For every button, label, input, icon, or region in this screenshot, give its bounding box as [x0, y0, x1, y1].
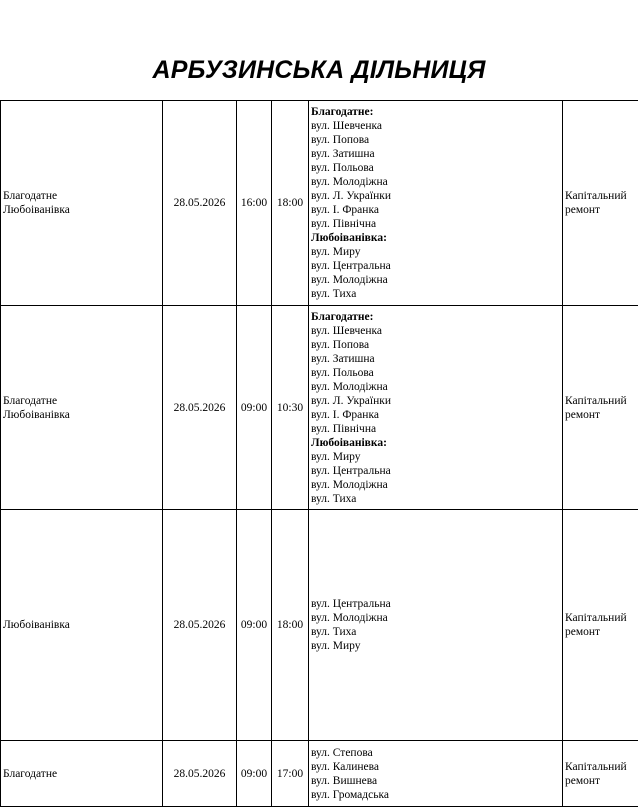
work-type-text: ремонт [565, 408, 601, 421]
street-name: вул. Громадська [311, 788, 389, 801]
time-to-cell: 18:00 [272, 101, 309, 306]
street-name: вул. Молодіжна [311, 176, 388, 188]
street-name: вул. Миру [311, 450, 361, 463]
streets-cell [309, 510, 563, 741]
street-name: вул. Польова [311, 366, 374, 379]
street-name: вул. Калинева [311, 760, 380, 773]
street-name: вул. Молодіжна [311, 478, 388, 491]
work-type-text: Капітальний [565, 760, 627, 773]
date-cell: 28.05.2026 [163, 510, 237, 741]
date-cell: 28.05.2026 [163, 101, 237, 306]
street-name: вул. Молодіжна [311, 380, 388, 393]
street-name: вул. Тиха [311, 492, 357, 505]
date-cell: 28.05.2026 [163, 741, 237, 807]
work-type-cell [563, 741, 638, 807]
settlement-cell [1, 101, 163, 306]
settlement-name: Любоіванівка [3, 619, 70, 631]
street-name: вул. І. Франка [311, 408, 379, 421]
street-name: вул. Миру [311, 640, 361, 652]
street-name: вул. Північна [311, 218, 377, 230]
street-name: вул. Степова [311, 746, 373, 759]
work-type-cell [563, 101, 638, 306]
time-from-cell: 16:00 [237, 101, 272, 306]
schedule-row [1, 306, 638, 510]
street-name: вул. Затишна [311, 352, 375, 365]
street-name: вул. Молодіжна [311, 274, 388, 286]
time-to-cell: 10:30 [272, 306, 309, 510]
streets-cell [309, 101, 563, 306]
street-name: вул. Центральна [311, 260, 391, 272]
street-name: вул. Вишнева [311, 774, 378, 787]
time-to-cell: 18:00 [272, 510, 309, 741]
time-from-cell: 09:00 [237, 741, 272, 807]
street-name: вул. Л. Українки [311, 190, 391, 202]
street-group-heading: Любоіванівка: [311, 232, 387, 244]
street-name: вул. Миру [311, 246, 361, 258]
work-type-text: ремонт [565, 626, 601, 638]
outage-schedule-table [0, 100, 638, 807]
street-group-heading: Благодатне: [311, 310, 374, 323]
work-type-text: ремонт [565, 204, 601, 216]
settlement-name: Любоіванівка [3, 408, 70, 421]
settlement-cell [1, 306, 163, 510]
street-name: вул. Затишна [311, 148, 375, 160]
street-name: вул. Шевченка [311, 120, 383, 132]
schedule-body [1, 101, 638, 807]
work-type-text: Капітальний [565, 394, 627, 407]
settlement-name: Благодатне [3, 767, 58, 780]
work-type-text: Капітальний [565, 190, 627, 202]
settlement-cell [1, 741, 163, 807]
streets-cell [309, 741, 563, 807]
street-name: вул. І. Франка [311, 204, 379, 216]
schedule-row [1, 741, 638, 807]
work-type-cell [563, 306, 638, 510]
streets-cell [309, 306, 563, 510]
street-group-heading: Любоіванівка: [311, 436, 387, 449]
schedule-row [1, 101, 638, 306]
street-name: вул. Північна [311, 422, 377, 435]
time-from-cell: 09:00 [237, 306, 272, 510]
work-type-text: ремонт [565, 774, 601, 787]
settlement-name: Благодатне [3, 190, 58, 202]
street-name: вул. Польова [311, 162, 374, 174]
street-group-heading: Благодатне: [311, 106, 374, 118]
settlement-name: Благодатне [3, 394, 58, 407]
street-name: вул. Центральна [311, 464, 391, 477]
schedule-row [1, 510, 638, 741]
settlement-cell [1, 510, 163, 741]
work-type-text: Капітальний [565, 612, 627, 624]
date-cell: 28.05.2026 [163, 306, 237, 510]
street-name: вул. Тиха [311, 626, 357, 638]
time-from-cell: 09:00 [237, 510, 272, 741]
street-name: вул. Молодіжна [311, 612, 388, 624]
street-name: вул. Попова [311, 338, 370, 351]
settlement-name: Любоіванівка [3, 204, 70, 216]
time-to-cell: 17:00 [272, 741, 309, 807]
street-name: вул. Шевченка [311, 324, 383, 337]
street-name: вул. Тиха [311, 288, 357, 300]
document-title: АРБУЗИНСЬКА ДІЛЬНИЦЯ [152, 56, 486, 84]
street-name: вул. Л. Українки [311, 394, 391, 407]
street-name: вул. Центральна [311, 598, 391, 610]
street-name: вул. Попова [311, 134, 370, 146]
work-type-cell [563, 510, 638, 741]
